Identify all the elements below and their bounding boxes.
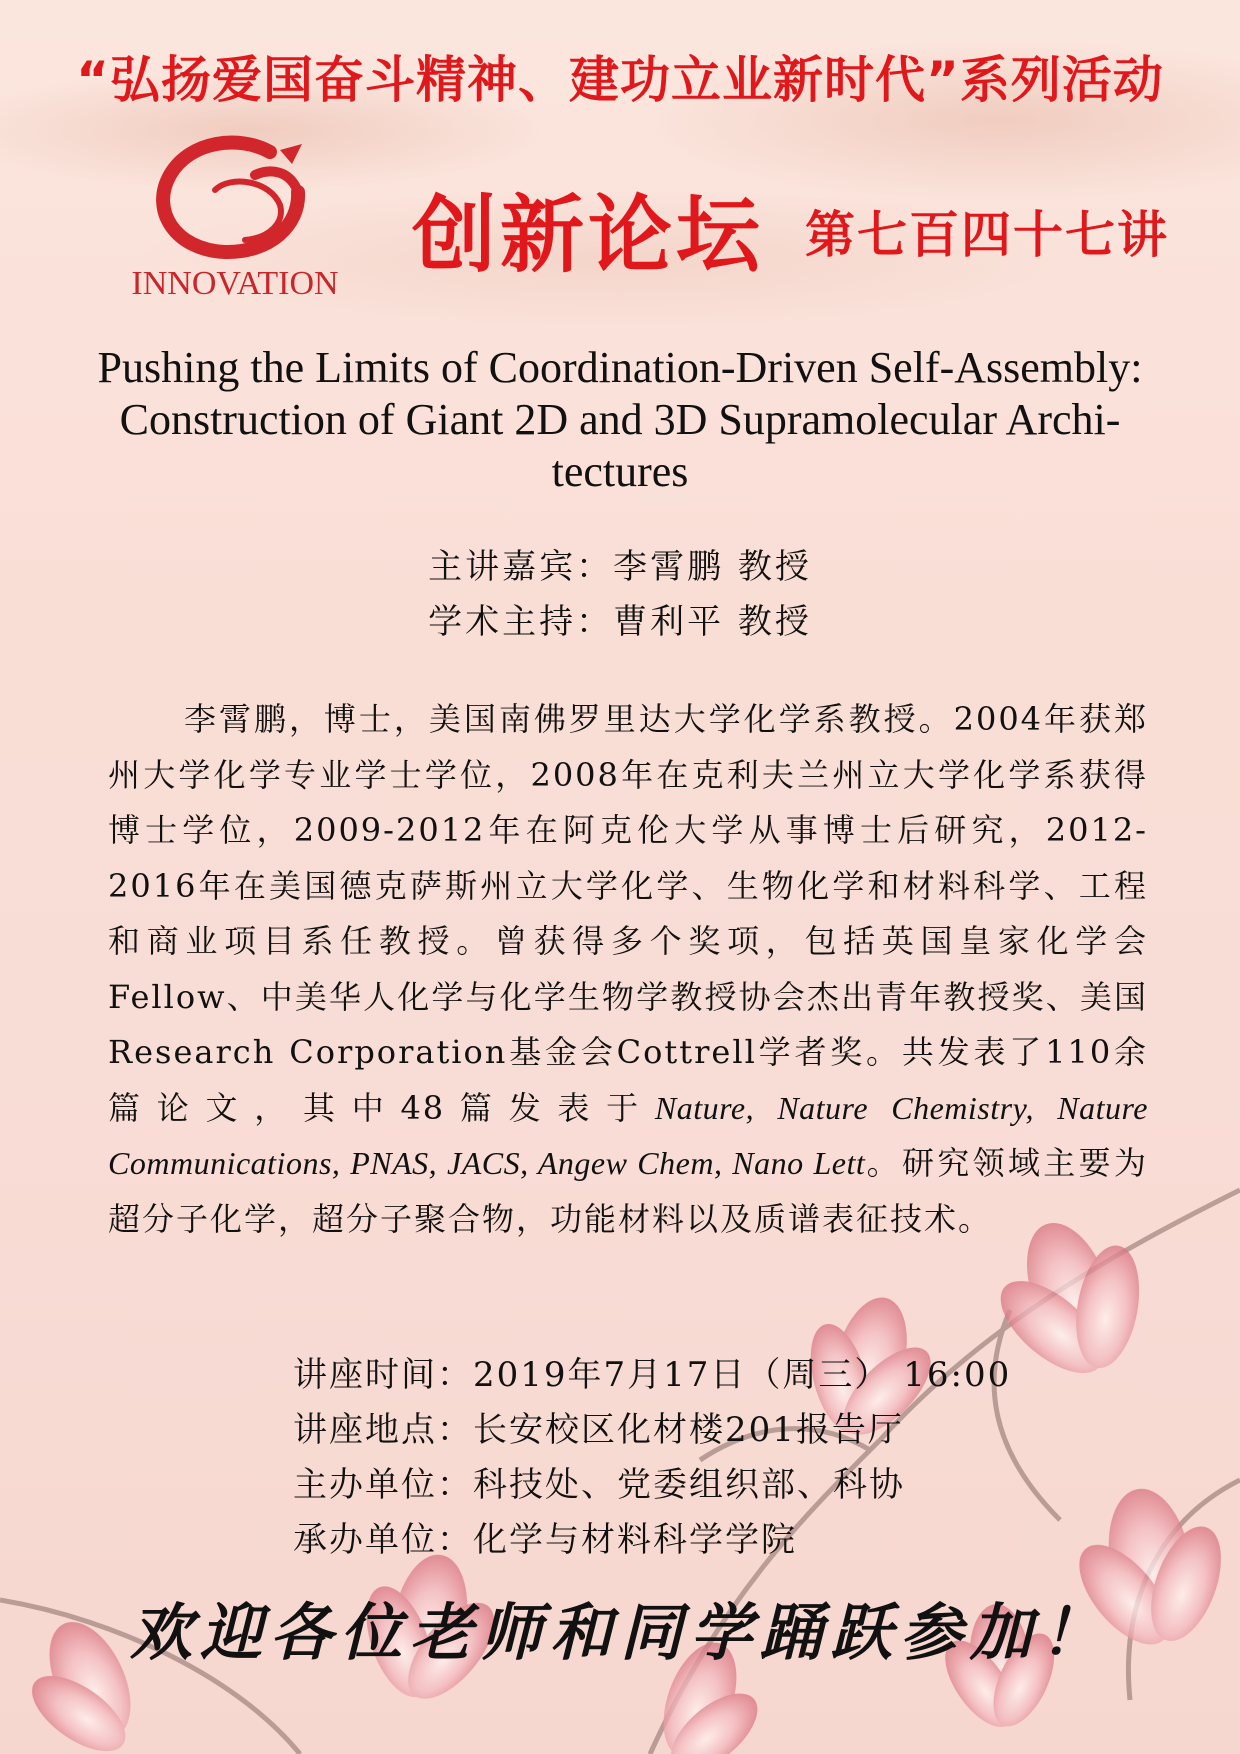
innovation-swirl-icon bbox=[120, 130, 350, 260]
talk-title-line: Pushing the Limits of Coordination-Driven Self-Assembly: bbox=[97, 343, 1143, 392]
bio-text-before: 李霄鹏，博士，美国南佛罗里达大学化学系教授。2004年获郑州大学化学专业学士学位，2008年在克利夫兰州立大学化学系获得博士学位，2009-2012年在阿克伦大学从事博士后研究，2012-2016年在美国德克萨斯州立大学化学、生物化学和材料科学、工程和商业项目系任教授。曾获得多个奖项，包括英国皇家化学会Fellow、中美华人化学与化学生物学教授协会杰出青年教授奖、美国Research Corporation基金会Cottrell学者奖。共发表了110余篇论文，其中48篇发表于 bbox=[108, 700, 1148, 1127]
bio-journals: Nature, Nature Chemistry, Nature Communications, PNAS, JACS, Angew Chem, Nano Lett bbox=[108, 1089, 1148, 1181]
lecture-number: 第七百四十七讲 bbox=[805, 206, 1169, 264]
speaker-bio bbox=[108, 692, 1148, 1247]
host-line: 学术主持：曹利平 教授 bbox=[428, 602, 812, 642]
event-organizer: 主办单位：科技处、党委组织部、科协 bbox=[293, 1465, 905, 1505]
logo-text: INNOVATION bbox=[131, 265, 339, 302]
talk-title-line: Construction of Giant 2D and 3D Supramolecular Archi- bbox=[119, 395, 1121, 444]
series-title: “弘扬爱国奋斗精神、建功立业新时代”系列活动 bbox=[76, 51, 1164, 109]
talk-title-line: tectures bbox=[551, 447, 689, 496]
event-location: 讲座地点：长安校区化材楼201报告厅 bbox=[293, 1410, 904, 1450]
innovation-logo bbox=[120, 130, 350, 305]
people-block bbox=[0, 540, 1240, 650]
speaker-line: 主讲嘉宾：李霄鹏 教授 bbox=[428, 547, 812, 587]
bio-text-after: 。研究领域主要为超分子化学，超分子聚合物，功能材料以及质谱表征技术。 bbox=[108, 1144, 1148, 1238]
event-co-organizer: 承办单位：化学与材料科学学院 bbox=[293, 1520, 797, 1560]
forum-name: 创新论坛 bbox=[412, 186, 765, 284]
welcome-banner: 欢迎各位老师和同学踊跃参加！ bbox=[129, 1596, 1110, 1669]
event-info bbox=[293, 1348, 1011, 1568]
talk-title bbox=[30, 342, 1210, 498]
event-time: 讲座时间：2019年7月17日（周三） 16:00 bbox=[293, 1355, 1012, 1395]
